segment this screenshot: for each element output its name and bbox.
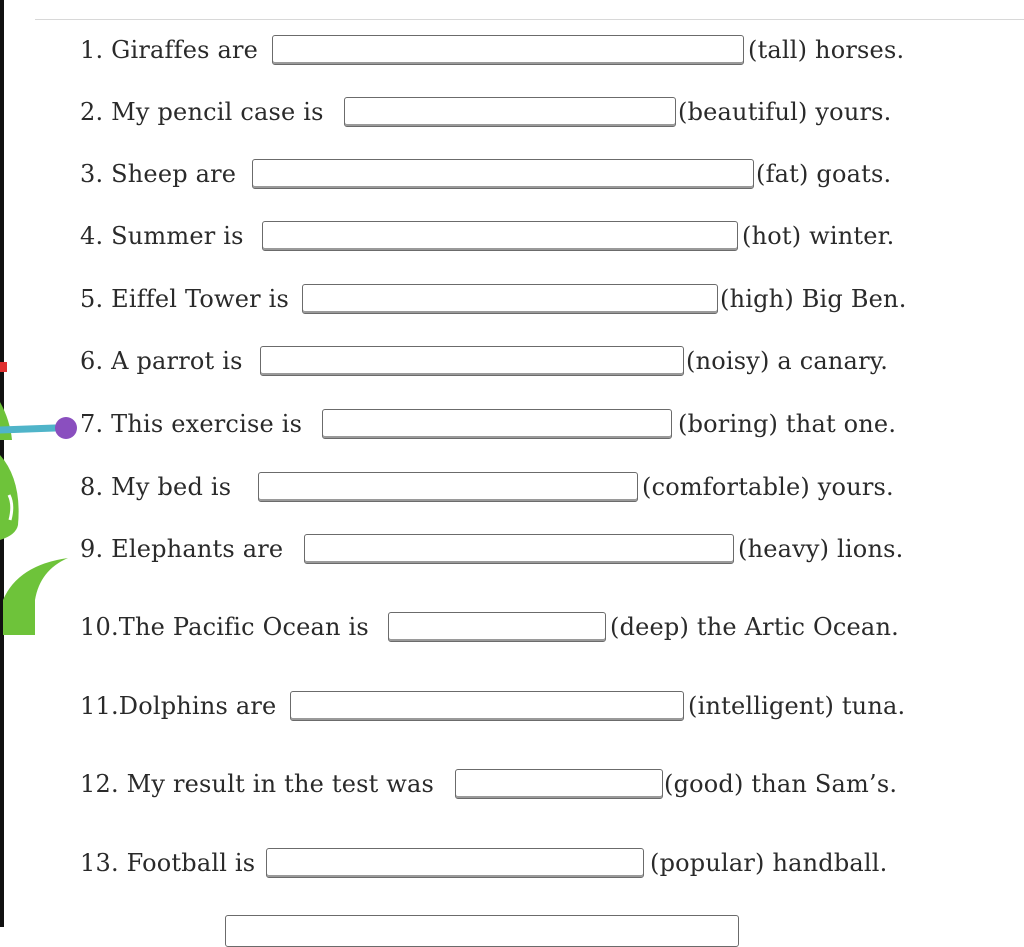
item-hint: (noisy) a canary. [686, 347, 889, 375]
answer-box[interactable] [388, 612, 606, 642]
item-prompt: 11.Dolphins are [80, 692, 277, 720]
item-hint: (high) Big Ben. [720, 285, 907, 313]
item-prompt: 3. Sheep are [80, 160, 237, 188]
answer-box[interactable] [455, 769, 663, 799]
item-prompt: 6. A parrot is [80, 347, 243, 375]
item-prompt: 10.The Pacific Ocean is [80, 613, 369, 641]
item-prompt: 5. Eiffel Tower is [80, 285, 290, 313]
item-hint: (good) than Sam’s. [664, 770, 898, 798]
item-prompt: 8. My bed is [80, 473, 232, 501]
item-prompt: 9. Elephants are [80, 535, 284, 563]
item-hint: (beautiful) yours. [678, 98, 892, 126]
item-hint: (fat) goats. [756, 160, 892, 188]
answer-box[interactable] [322, 409, 672, 439]
item-hint: (hot) winter. [742, 222, 895, 250]
answer-box[interactable] [258, 472, 638, 502]
item-hint: (boring) that one. [678, 410, 897, 438]
item-prompt: 1. Giraffes are [80, 36, 259, 64]
answer-box[interactable] [252, 159, 754, 189]
answer-box[interactable] [344, 97, 676, 127]
answer-box-cut-off[interactable] [225, 915, 739, 947]
answer-box[interactable] [266, 848, 644, 878]
item-hint: (heavy) lions. [738, 535, 904, 563]
answer-box[interactable] [262, 221, 738, 251]
answer-box[interactable] [302, 284, 718, 314]
item-hint: (popular) handball. [650, 849, 888, 877]
answer-box[interactable] [260, 346, 684, 376]
item-hint: (deep) the Artic Ocean. [610, 613, 899, 641]
answer-box[interactable] [272, 35, 744, 65]
item-prompt: 13. Football is [80, 849, 256, 877]
item-prompt: 7. This exercise is [80, 410, 303, 438]
item-hint: (intelligent) tuna. [688, 692, 906, 720]
item-hint: (tall) horses. [748, 36, 905, 64]
decorative-vine [0, 350, 80, 650]
item-prompt: 12. My result in the test was [80, 770, 435, 798]
item-prompt: 2. My pencil case is [80, 98, 324, 126]
top-rule [35, 19, 1024, 20]
item-prompt: 4. Summer is [80, 222, 244, 250]
answer-box[interactable] [304, 534, 734, 564]
answer-box[interactable] [290, 691, 684, 721]
item-hint: (comfortable) yours. [642, 473, 894, 501]
